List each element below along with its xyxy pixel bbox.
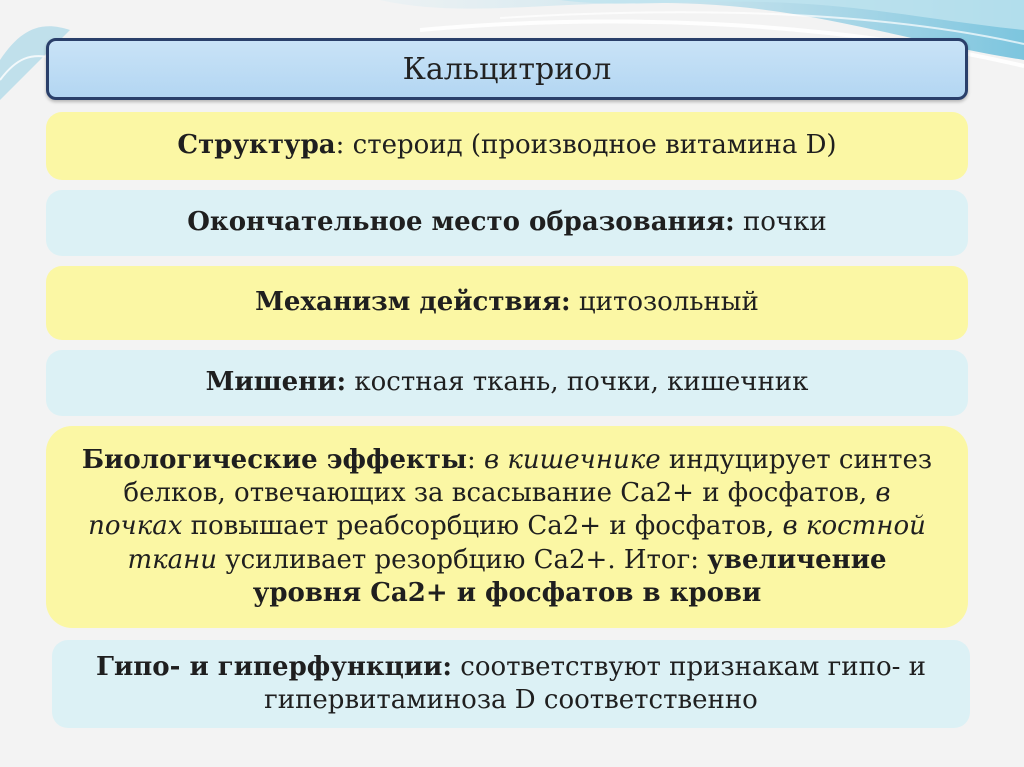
card-formation-site-text	[187, 206, 826, 239]
card-dysfunction-value: соответствуют признакам гипо- и гипервитаминоза D соответственно	[264, 651, 926, 715]
effects-location-kidneys: в почках	[88, 478, 891, 542]
card-dysfunction-label: Гипо- и гиперфункции:	[96, 651, 453, 682]
separator	[735, 207, 743, 237]
separator	[571, 287, 579, 317]
card-mechanism	[46, 266, 968, 340]
separator: :	[335, 130, 353, 161]
card-formation-site	[46, 190, 968, 256]
card-structure	[46, 112, 968, 180]
effects-text-3: усиливает резорбцию Са2+. Итог:	[217, 544, 708, 575]
card-structure-label: Структура	[177, 130, 336, 161]
card-targets-label: Мишени:	[205, 367, 347, 398]
slide-title-text: Кальцитриол	[402, 51, 612, 87]
card-dysfunction-text	[72, 651, 950, 717]
card-mechanism-text	[255, 286, 759, 319]
effects-label: Биологические эффекты	[81, 445, 467, 476]
effects-location-intestine: в кишечнике	[483, 445, 661, 476]
card-mechanism-label: Механизм действия:	[255, 287, 571, 318]
card-targets-text	[206, 366, 809, 399]
card-formation-site-value: почки	[742, 207, 827, 238]
card-mechanism-value: цитозольный	[578, 287, 759, 318]
card-structure-value: стероид (производное витамина D)	[352, 130, 837, 161]
separator: :	[466, 445, 484, 476]
card-targets-value: костная ткань, почки, кишечник	[354, 367, 809, 398]
card-biological-effects	[46, 426, 968, 628]
slide-title	[46, 38, 968, 100]
effects-text-2: повышает реабсорбцию Са2+ и фосфатов,	[182, 511, 783, 542]
card-targets	[46, 350, 968, 416]
effects-result: увеличение уровня Са2+ и фосфатов в крови	[252, 544, 887, 608]
card-biological-effects-text	[76, 444, 938, 609]
effects-text-1: индуцирует синтез белков, отвечающих за всасывание Са2+ и фосфатов,	[123, 445, 933, 509]
card-dysfunction	[52, 640, 970, 728]
card-formation-site-label: Окончательное место образования:	[187, 207, 735, 238]
card-structure-text	[177, 129, 836, 162]
effects-location-bone: в костной ткани	[127, 511, 926, 575]
